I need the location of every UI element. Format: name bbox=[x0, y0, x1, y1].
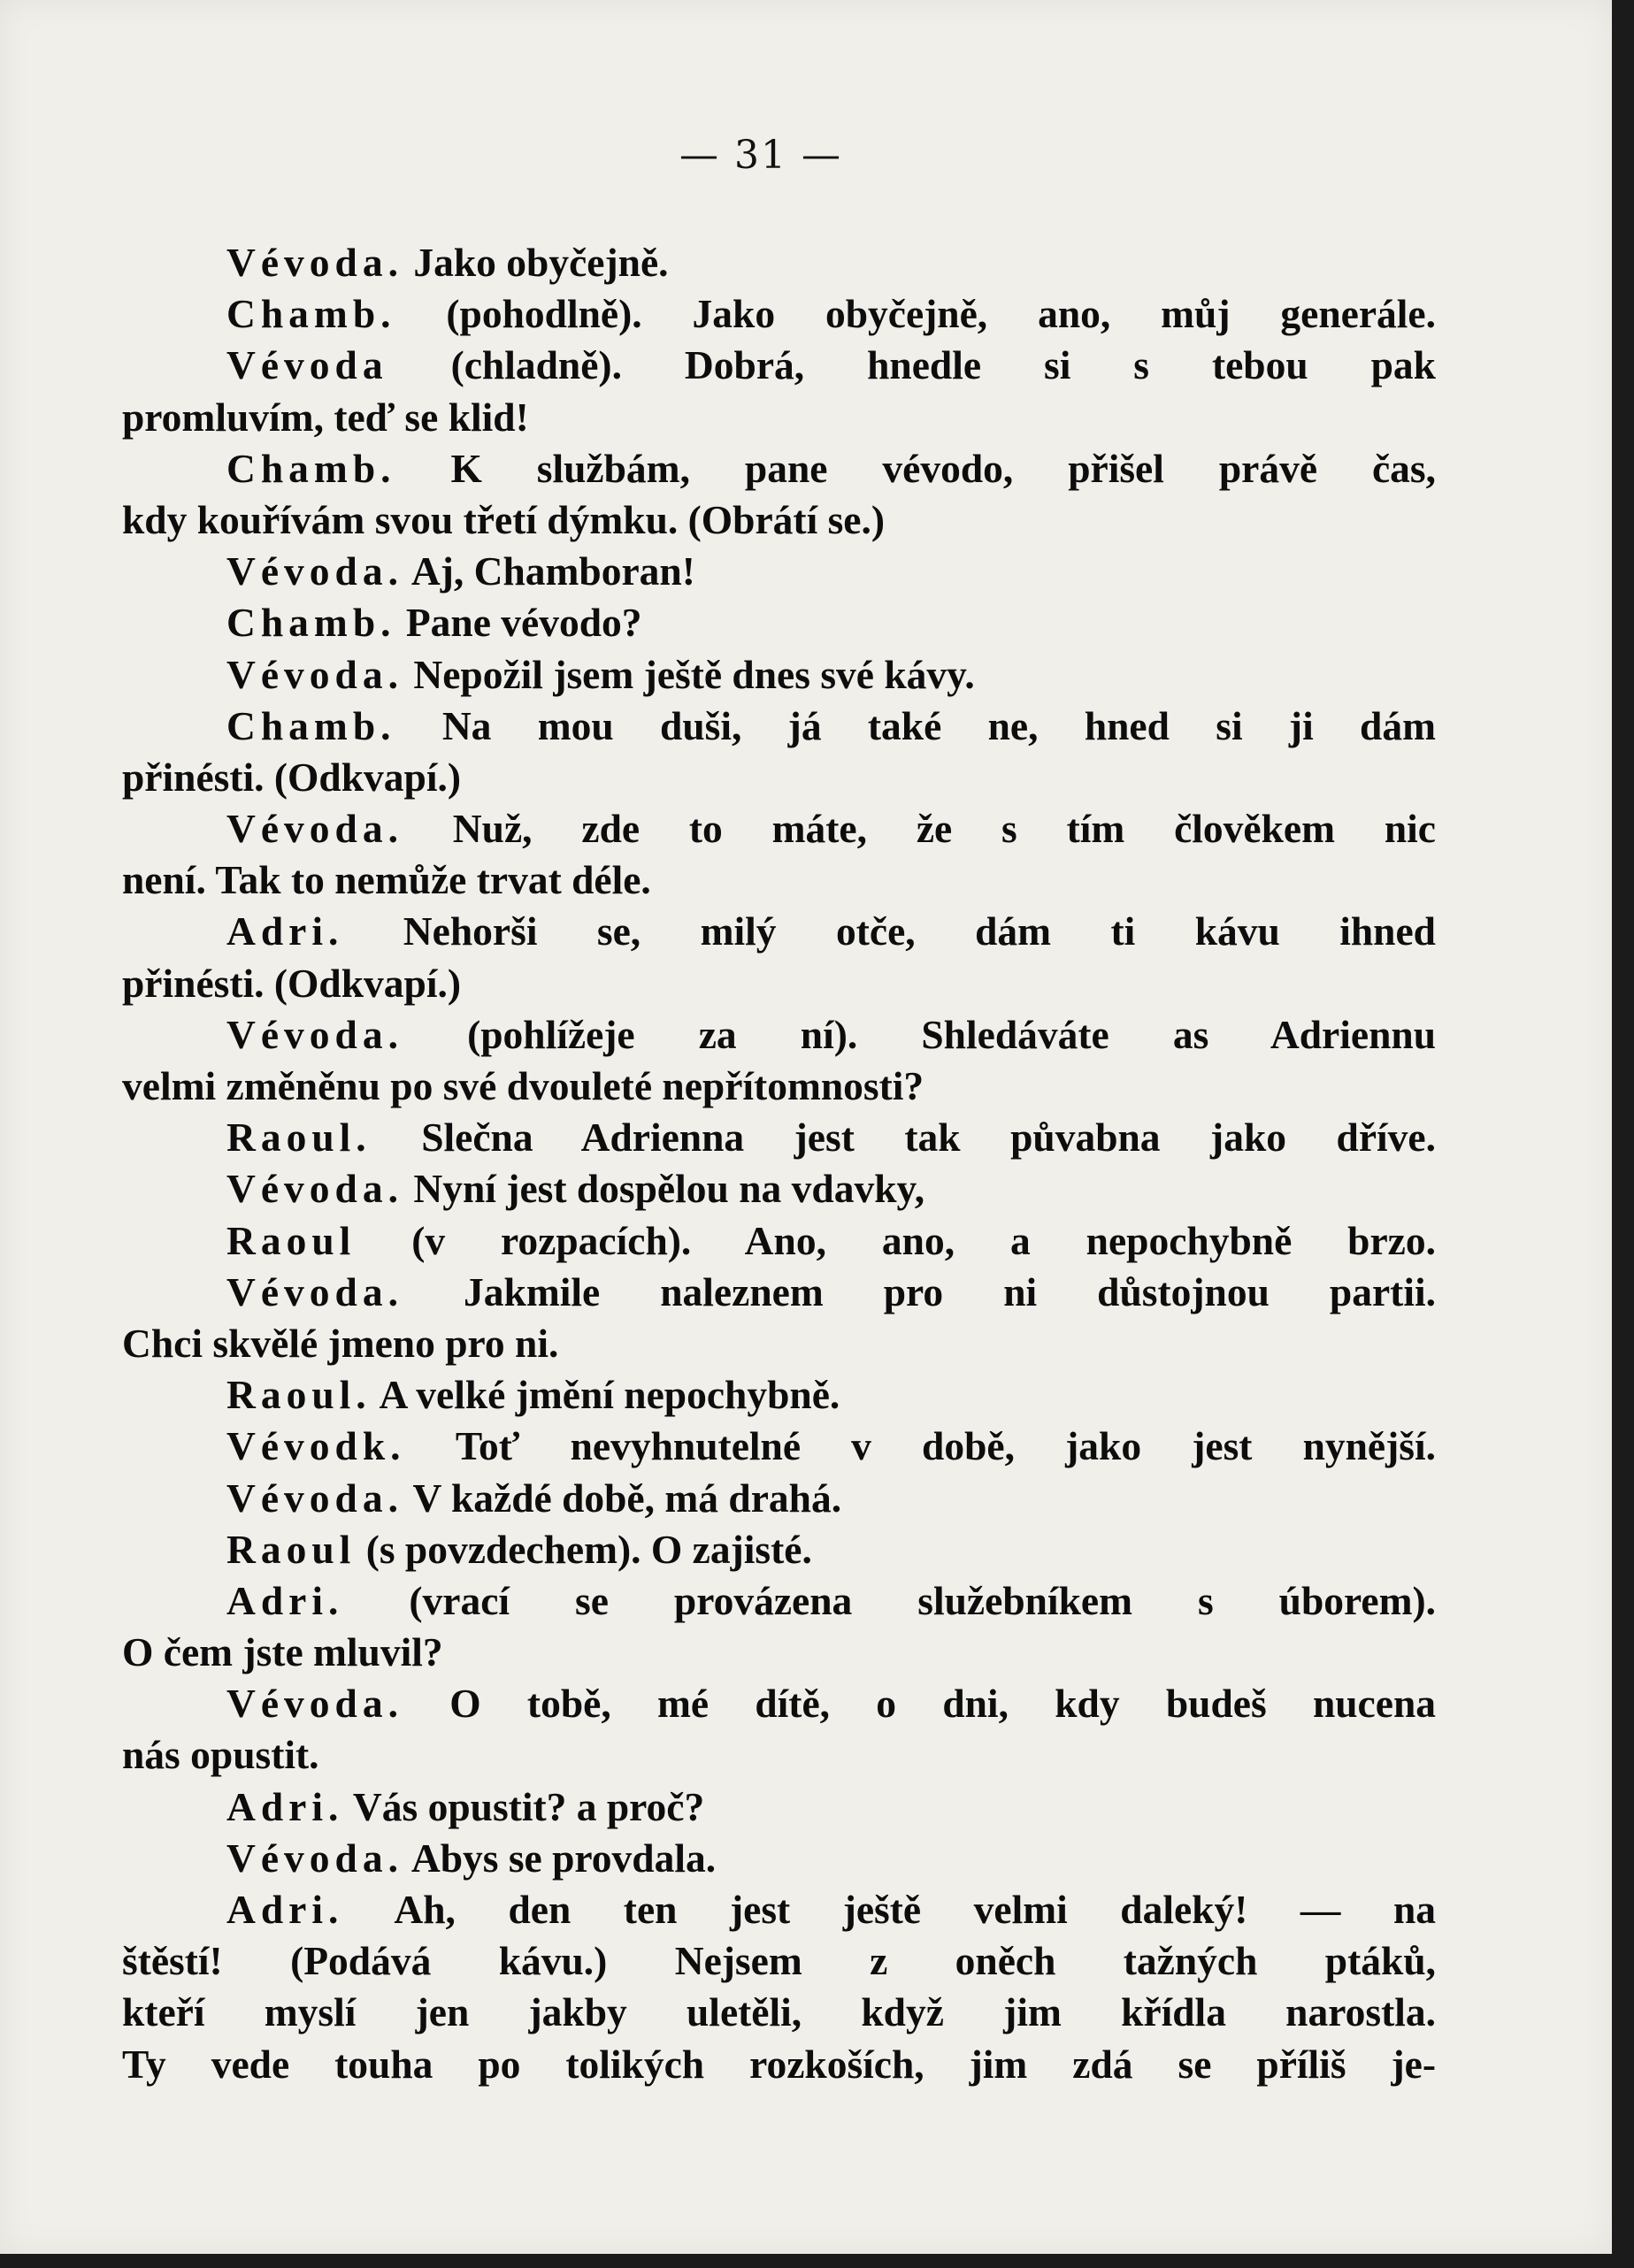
line-text: kdy kouřívám svou třetí dýmku. (Obrátí se.) bbox=[122, 496, 886, 542]
speaker-name: Raoul bbox=[226, 1217, 357, 1263]
line-text: velmi změněnu po své dvouleté nepřítomnosti? bbox=[122, 1063, 924, 1108]
line-text: O tobě, mé dítě, o dni, kdy budeš nucena bbox=[403, 1681, 1436, 1727]
speaker-name: Raoul. bbox=[226, 1372, 372, 1418]
speaker-name: Vévoda. bbox=[226, 806, 403, 852]
text-line bbox=[122, 752, 1436, 803]
text-line bbox=[122, 1369, 1436, 1421]
speaker-name: Vévoda. bbox=[226, 240, 403, 285]
line-text: přinésti. (Odkvapí.) bbox=[122, 960, 462, 1006]
line-text: Toť nevyhnutelné v době, jako jest nynější. bbox=[405, 1423, 1436, 1469]
text-line bbox=[122, 1524, 1436, 1575]
text-line bbox=[122, 649, 1436, 701]
text-line bbox=[122, 494, 1436, 546]
speaker-name: Adri. bbox=[226, 1577, 344, 1623]
text-line bbox=[122, 597, 1436, 648]
speaker-name: Vévoda. bbox=[226, 1166, 403, 1212]
line-text: Slečna Adrienna jest tak půvabna jako dříve. bbox=[371, 1115, 1436, 1161]
line-text: (pohodlně). Jako obyčejně, ano, můj generále. bbox=[395, 291, 1436, 337]
speaker-name: Vévoda bbox=[226, 342, 388, 388]
text-line bbox=[122, 701, 1436, 752]
speaker-name: Chamb. bbox=[226, 445, 396, 491]
speaker-name: Chamb. bbox=[226, 702, 396, 748]
speaker-name: Vévoda. bbox=[226, 548, 403, 594]
line-text: V každé době, má drahá. bbox=[403, 1475, 842, 1521]
line-text: Nyní jest dospělou na vdavky, bbox=[403, 1166, 925, 1212]
speaker-name: Raoul bbox=[226, 1526, 357, 1572]
page-number: — 31 — bbox=[679, 133, 842, 178]
text-line bbox=[122, 1678, 1436, 1729]
text-line bbox=[122, 288, 1436, 340]
line-text: (vrací se provázena služebníkem s úborem). bbox=[343, 1577, 1436, 1623]
line-text: štěstí! (Podává kávu.) Nejsem z oněch tažných ptáků, bbox=[122, 1938, 1436, 1984]
speaker-name: Adri. bbox=[226, 1783, 344, 1829]
text-line bbox=[122, 1009, 1436, 1061]
line-text: (pohlížeje za ní). Shledáváte as Adriennu bbox=[403, 1011, 1436, 1057]
line-text: Vás opustit? a proč? bbox=[343, 1783, 705, 1829]
text-line bbox=[122, 1318, 1436, 1369]
text-line bbox=[122, 1061, 1436, 1112]
speaker-name: Vévodk. bbox=[226, 1423, 406, 1469]
line-text: Jakmile naleznem pro ni důstojnou partii. bbox=[403, 1268, 1436, 1314]
line-text: Jako obyčejně. bbox=[403, 240, 669, 285]
line-text: Na mou duši, já také ne, hned si ji dám bbox=[395, 702, 1436, 748]
line-text: Nepožil jsem ještě dnes své kávy. bbox=[403, 651, 975, 697]
line-text: nás opustit. bbox=[122, 1732, 319, 1778]
line-text: Nuž, zde to máte, že s tím člověkem nic bbox=[403, 806, 1436, 852]
line-text: promluvím, teď se klid! bbox=[122, 394, 529, 440]
line-text: Abys se provdala. bbox=[403, 1835, 717, 1881]
line-text: přinésti. (Odkvapí.) bbox=[122, 754, 462, 800]
text-line bbox=[122, 1215, 1436, 1267]
speaker-name: Vévoda. bbox=[226, 1268, 403, 1314]
text-line bbox=[122, 1421, 1436, 1472]
text-line bbox=[122, 1163, 1436, 1214]
line-text: Ah, den ten jest ještě velmi daleký! — na bbox=[343, 1887, 1436, 1932]
text-line bbox=[122, 1575, 1436, 1627]
text-line bbox=[122, 392, 1436, 443]
line-text: O čem jste mluvil? bbox=[122, 1629, 443, 1675]
text-line bbox=[122, 1473, 1436, 1524]
text-line bbox=[122, 803, 1436, 854]
line-text: Nehorši se, milý otče, dám ti kávu ihned bbox=[343, 908, 1436, 954]
text-line bbox=[122, 1627, 1436, 1678]
page-text bbox=[122, 237, 1436, 2090]
text-line bbox=[122, 1112, 1436, 1163]
speaker-name: Raoul. bbox=[226, 1115, 372, 1161]
line-text: kteří myslí jen jakby uletěli, když jim křídla narostla. bbox=[122, 1989, 1436, 2035]
text-line bbox=[122, 1935, 1436, 1987]
speaker-name: Adri. bbox=[226, 1887, 344, 1932]
text-line bbox=[122, 1884, 1436, 1935]
text-line bbox=[122, 854, 1436, 906]
line-text: Ty vede touha po tolikých rozkoších, jim zdá se příliš je- bbox=[122, 2041, 1436, 2087]
text-line bbox=[122, 958, 1436, 1009]
speaker-name: Vévoda. bbox=[226, 651, 403, 697]
text-line bbox=[122, 1267, 1436, 1318]
speaker-name: Chamb. bbox=[226, 291, 396, 337]
speaker-name: Vévoda. bbox=[226, 1681, 403, 1727]
text-line bbox=[122, 340, 1436, 391]
text-line bbox=[122, 1781, 1436, 1833]
text-line bbox=[122, 443, 1436, 494]
text-line bbox=[122, 2039, 1436, 2090]
line-text: A velké jmění nepochybně. bbox=[371, 1372, 840, 1418]
line-text: Aj, Chamboran! bbox=[403, 548, 695, 594]
speaker-name: Chamb. bbox=[226, 600, 396, 646]
text-line bbox=[122, 546, 1436, 597]
line-text: (v rozpacích). Ano, ano, a nepochybně brzo. bbox=[356, 1217, 1436, 1263]
text-line bbox=[122, 906, 1436, 957]
line-text: (s povzdechem). O zajisté. bbox=[356, 1526, 812, 1572]
speaker-name: Vévoda. bbox=[226, 1011, 403, 1057]
speaker-name: Vévoda. bbox=[226, 1835, 403, 1881]
text-line bbox=[122, 237, 1436, 288]
text-line bbox=[122, 1987, 1436, 2038]
text-line bbox=[122, 1833, 1436, 1884]
line-text: není. Tak to nemůže trvat déle. bbox=[122, 857, 651, 903]
line-text: K službám, pane vévodo, přišel právě čas, bbox=[395, 445, 1436, 491]
speaker-name: Vévoda. bbox=[226, 1475, 403, 1521]
line-text: Pane vévodo? bbox=[395, 600, 642, 646]
text-line bbox=[122, 1729, 1436, 1781]
speaker-name: Adri. bbox=[226, 908, 344, 954]
line-text: Chci skvělé jmeno pro ni. bbox=[122, 1320, 559, 1366]
line-text: (chladně). Dobrá, hnedle si s tebou pak bbox=[387, 342, 1436, 388]
